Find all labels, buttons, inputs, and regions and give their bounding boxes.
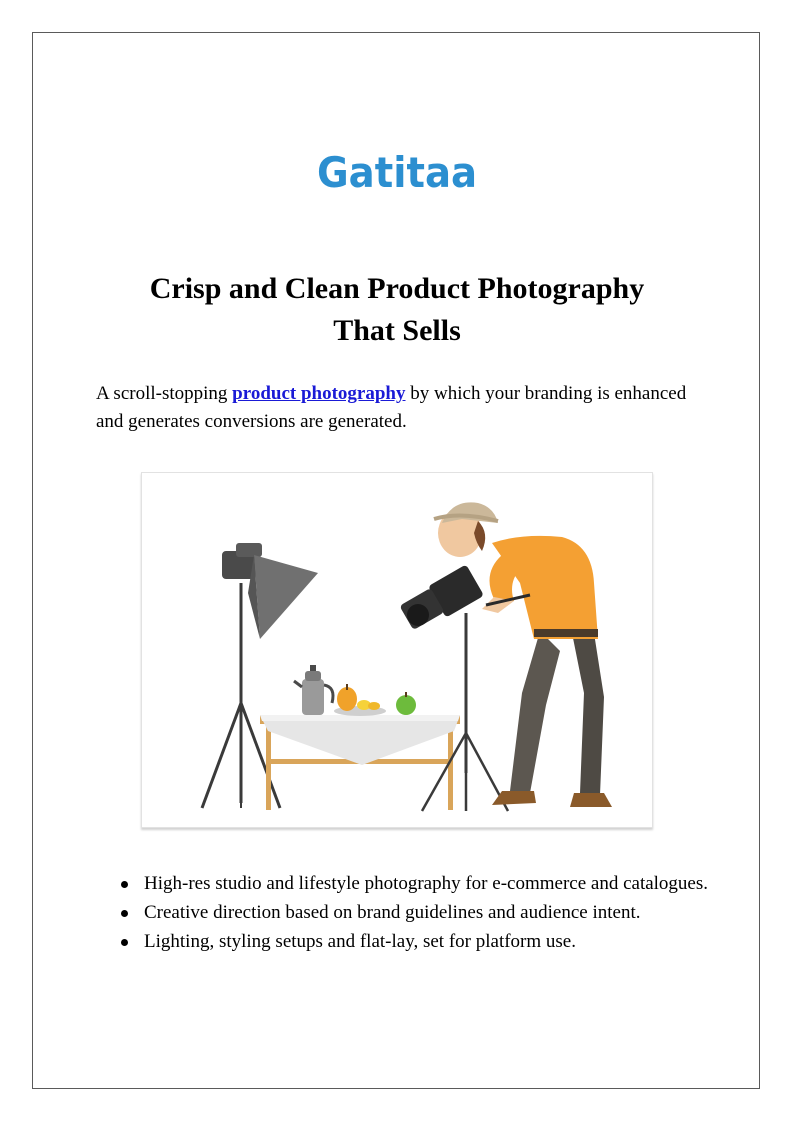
kettle-icon bbox=[294, 665, 333, 715]
list-item: High-res studio and lifestyle photography for e-commerce and catalogues. bbox=[144, 870, 764, 898]
list-item: Lighting, styling setups and flat-lay, set for platform use. bbox=[144, 928, 764, 956]
list-item: Creative direction based on brand guidelines and audience intent. bbox=[144, 899, 764, 927]
apple-icon bbox=[396, 692, 416, 715]
studio-light-icon bbox=[202, 543, 318, 808]
photographer-icon bbox=[434, 502, 612, 807]
photographer-illustration bbox=[141, 472, 653, 828]
intro-text-after: by which your branding is enhanced and generates conversions are generated. bbox=[96, 383, 687, 432]
product-photography-link[interactable]: product photography bbox=[232, 383, 406, 404]
title-line-2: That Sells bbox=[333, 314, 461, 347]
intro-text-before: A scroll-stopping bbox=[96, 383, 233, 404]
page-title bbox=[96, 268, 698, 352]
photographer-illustration-graphic bbox=[142, 473, 652, 827]
camera-icon bbox=[399, 564, 484, 630]
feature-list bbox=[96, 870, 764, 957]
intro-paragraph bbox=[96, 380, 698, 436]
plate-icon bbox=[334, 684, 386, 716]
brand-logo-text: Gatitaa bbox=[316, 148, 478, 197]
brand-logo bbox=[0, 148, 794, 198]
title-line-1: Crisp and Clean Product Photography bbox=[149, 272, 645, 305]
tripod-icon bbox=[422, 613, 508, 811]
